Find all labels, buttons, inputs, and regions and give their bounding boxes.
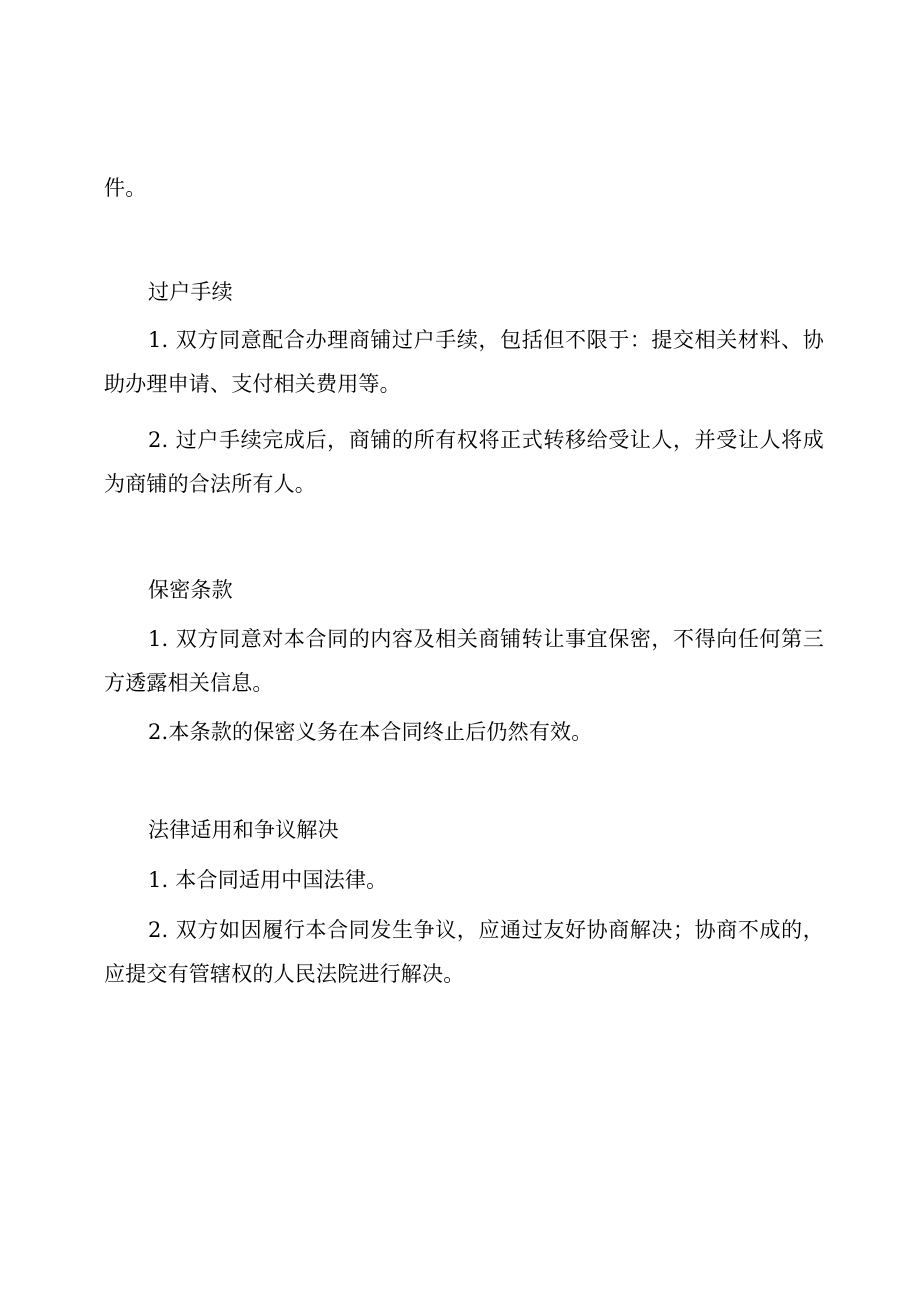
section-transfer-item-2: 2. 过户手续完成后，商铺的所有权将正式转移给受让人，并受让人将成为商铺的合法所有人。 — [104, 428, 824, 496]
section-heading-law: 法律适用和争议解决 — [148, 818, 339, 842]
section-confidentiality-item-2: 2.本条款的保密义务在本合同终止后仍然有效。 — [148, 720, 593, 744]
continuation-text: 件。 — [104, 176, 147, 200]
section-heading-confidentiality: 保密条款 — [148, 578, 233, 602]
section-heading-transfer: 过户手续 — [148, 280, 233, 304]
section-law-item-2: 2. 双方如因履行本合同发生争议，应通过友好协商解决；协商不成的，应提交有管辖权的人民法院进行解决。 — [104, 918, 824, 986]
section-transfer-item-1: 1. 双方同意配合办理商铺过户手续，包括但不限于：提交相关材料、协助办理申请、支付相关费用等。 — [104, 328, 824, 396]
section-confidentiality-item-1: 1. 双方同意对本合同的内容及相关商铺转让事宜保密，不得向任何第三方透露相关信息。 — [104, 627, 824, 695]
section-law-item-1: 1. 本合同适用中国法律。 — [148, 868, 388, 892]
